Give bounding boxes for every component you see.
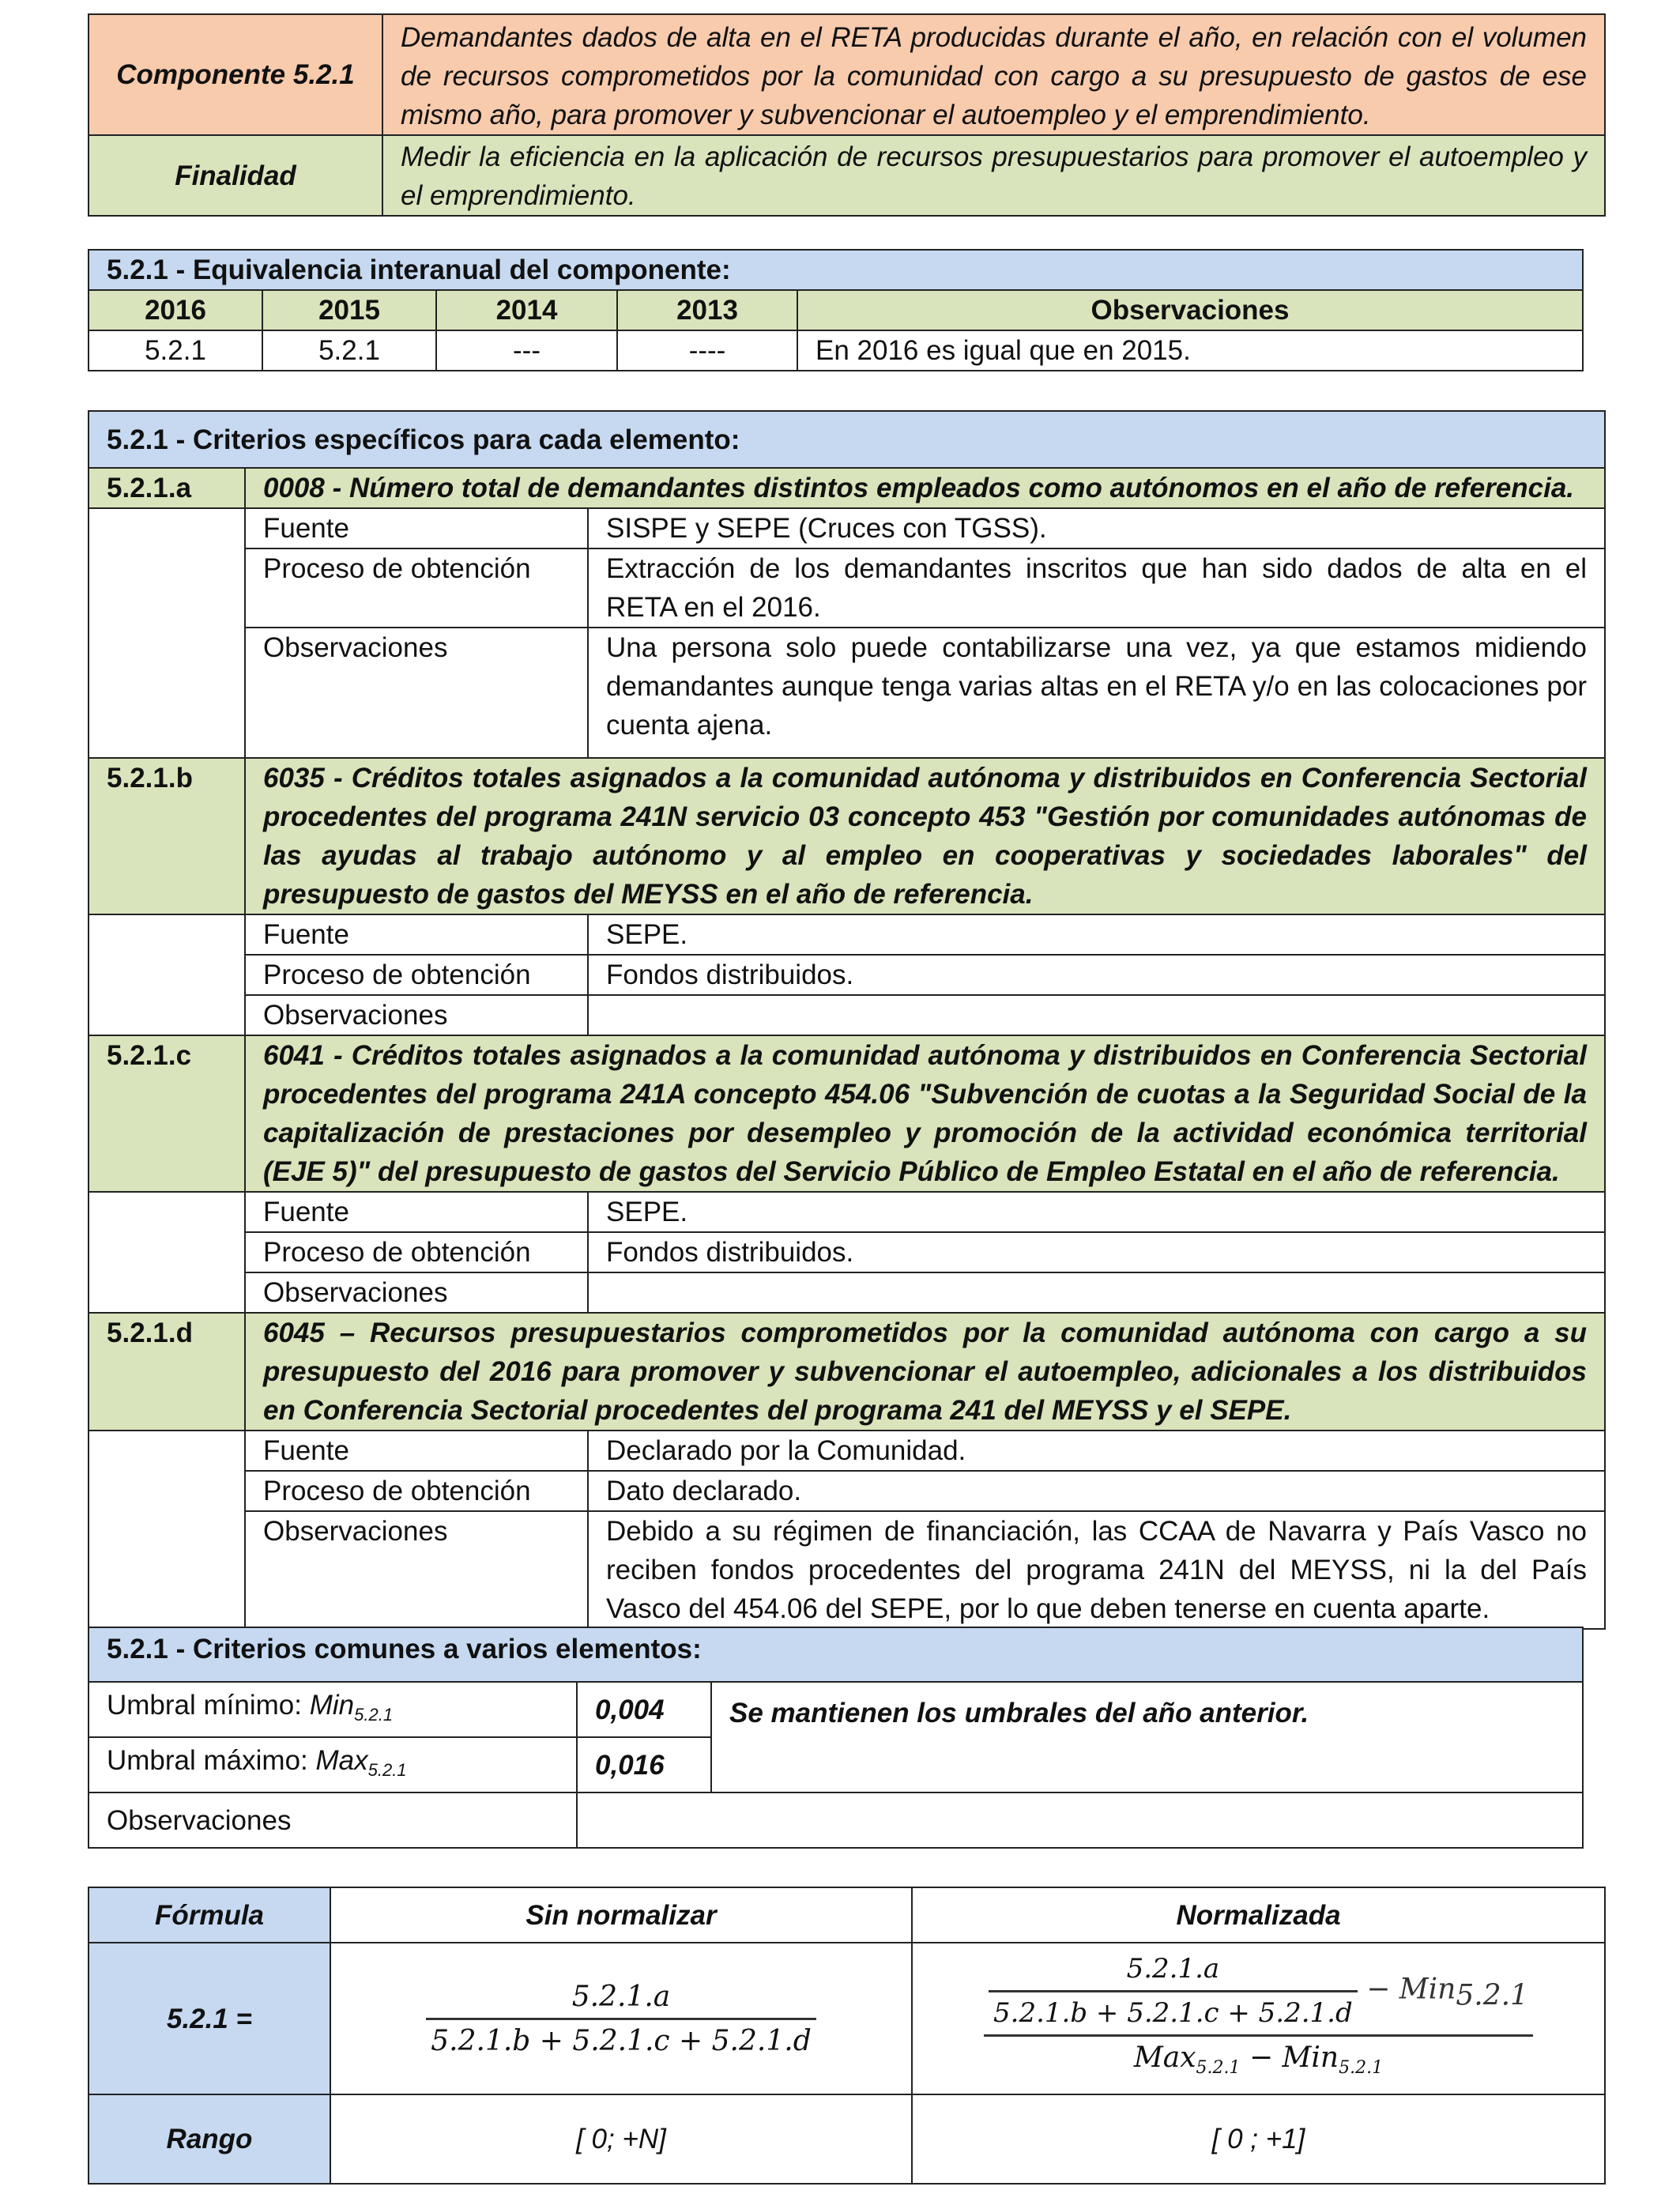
equivalencia-cell: 5.2.1 [262, 330, 436, 371]
umbral-max-value: 0,016 [577, 1737, 711, 1793]
proceso-value: Fondos distribuidos. [588, 1232, 1605, 1272]
fuente-value: SEPE. [588, 1192, 1605, 1232]
equivalencia-cell: --- [436, 330, 617, 371]
element-code: 5.2.1.c [89, 1035, 245, 1192]
raw-numerator: 5.2.1.a [426, 1977, 816, 2020]
normalized-denominator [984, 2037, 1533, 2087]
normalized-fraction [984, 1950, 1533, 2087]
componente-description [382, 14, 1605, 135]
max-sub: 5.2.1 [1196, 2058, 1241, 2079]
element-code: 5.2.1.b [89, 758, 245, 914]
proceso-label: Proceso de obtención [245, 955, 588, 995]
proceso-label: Proceso de obtención [245, 1232, 588, 1272]
element-title: 6041 - Créditos totales asignados a la comunidad autónoma y distribuidos en Conferencia Sectorial procedentes del programa 241A concepto 454.06 "Subvención de cuotas a la Seguridad Social de la capitalización de prestaciones por desempleo y promoción de la actividad económica territorial (EJE 5)" del presupuesto de gastos del Servicio Público de Empleo Estatal en el año de referencia. [245, 1035, 1605, 1192]
observaciones-label: Observaciones [245, 1511, 588, 1629]
element-spacer [89, 1192, 245, 1313]
max-term: Max [1133, 2041, 1196, 2074]
year-header: 2014 [436, 290, 617, 330]
inner-denominator: 5.2.1.b + 5.2.1.c + 5.2.1.d [993, 1996, 1353, 2029]
finalidad-label-text: Finalidad [175, 160, 296, 191]
den-minus-min: − Min [1240, 2041, 1339, 2074]
umbral-min-var: Min [309, 1689, 355, 1721]
element-code: 5.2.1.d [89, 1313, 245, 1431]
year-header: 2015 [262, 290, 436, 330]
comunes-observaciones-value [577, 1793, 1583, 1848]
element-spacer [89, 914, 245, 1035]
observaciones-label: Observaciones [245, 628, 588, 758]
fuente-value: SISPE y SEPE (Cruces con TGSS). [588, 508, 1605, 548]
observaciones-value [588, 1272, 1605, 1313]
criterios-table [88, 410, 1606, 1630]
observaciones-value: Debido a su régimen de financiación, las CCAA de Navarra y País Vasco no reciben fondos procedentes del programa 241N del MEYSS, ni la del País Vasco del 454.06 del SEPE, por lo que deben tenerse en cuenta aparte. [588, 1511, 1605, 1629]
proceso-label: Proceso de obtención [245, 548, 588, 628]
comunes-observaciones-label: Observaciones [89, 1793, 577, 1848]
proceso-value: Fondos distribuidos. [588, 955, 1605, 995]
equivalencia-observaciones: En 2016 es igual que en 2015. [797, 330, 1583, 371]
umbral-min-text: Umbral mínimo: [107, 1689, 310, 1721]
raw-denominator: 5.2.1.b + 5.2.1.c + 5.2.1.d [431, 2024, 812, 2057]
observaciones-value [588, 995, 1605, 1035]
proceso-label: Proceso de obtención [245, 1471, 588, 1511]
inner-numerator: 5.2.1.a [989, 1950, 1358, 1992]
umbral-min-label [89, 1682, 577, 1737]
element-title: 6045 – Recursos presupuestarios comprometidos por la comunidad autónoma con cargo a su presupuesto del 2016 para promover y subvencionar el autoempleo, adicionales a los distribuidos en Conferencia Sectorial procedentes del programa 241 del MEYSS y el SEPE. [245, 1313, 1605, 1431]
equivalencia-cell: 5.2.1 [89, 330, 262, 371]
observaciones-value: Una persona solo puede contabilizarse una vez, ya que estamos midiendo demandantes aunque tenga varias altas en el RETA y/o en las colocaciones por cuenta ajena. [588, 628, 1605, 758]
element-code: 5.2.1.a [89, 468, 245, 508]
fuente-label: Fuente [245, 1192, 588, 1232]
formula-header: Fórmula [89, 1887, 330, 1943]
element-spacer [89, 1431, 245, 1629]
formula-table [88, 1887, 1606, 2185]
umbral-max-sub: 5.2.1 [367, 1759, 407, 1780]
element-title: 6035 - Créditos totales asignados a la comunidad autónoma y distribuidos en Conferencia Sectorial procedentes del programa 241N servicio 03 concepto 453 "Gestión por comunidades autónomas de las ayudas al trabajo autónomo y al empleo en cooperativas y sociedades laborales" del presupuesto de gastos del MEYSS en el año de referencia. [245, 758, 1605, 914]
equivalencia-title: 5.2.1 - Equivalencia interanual del componente: [89, 250, 1583, 290]
den-min-sub: 5.2.1 [1339, 2058, 1384, 2079]
rango-normalized: [ 0 ; +1] [912, 2094, 1605, 2184]
fuente-value: Declarado por la Comunidad. [588, 1431, 1605, 1471]
sin-normalizar-header: Sin normalizar [330, 1887, 912, 1943]
componente-label [89, 14, 382, 135]
year-header: 2016 [89, 290, 262, 330]
minus-min: − Min [1357, 1973, 1456, 2006]
rango-label: Rango [89, 2094, 330, 2184]
equivalencia-table [88, 249, 1584, 371]
proceso-value: Dato declarado. [588, 1471, 1605, 1511]
normalized-numerator [984, 1950, 1533, 2037]
comunes-table [88, 1627, 1584, 1849]
equivalencia-cell: ---- [617, 330, 797, 371]
element-title: 0008 - Número total de demandantes distintos empleados como autónomos en el año de referencia. [245, 468, 1605, 508]
year-header: 2013 [617, 290, 797, 330]
observaciones-label: Observaciones [245, 1272, 588, 1313]
finalidad-text: Medir la eficiencia en la aplicación de recursos presupuestarios para promover el autoempleo y el emprendimiento. [401, 141, 1587, 211]
umbral-min-value: 0,004 [577, 1682, 711, 1737]
umbral-max-var: Max [315, 1744, 368, 1776]
comunes-title: 5.2.1 - Criterios comunes a varios elementos: [89, 1627, 1583, 1682]
umbral-min-sub: 5.2.1 [354, 1704, 394, 1725]
fuente-label: Fuente [245, 508, 588, 548]
normalizada-header: Normalizada [912, 1887, 1605, 1943]
inner-fraction [989, 1950, 1358, 2033]
component-header-table [88, 13, 1606, 217]
formula-row-label: 5.2.1 = [89, 1943, 330, 2094]
fuente-label: Fuente [245, 1431, 588, 1471]
element-spacer [89, 508, 245, 758]
finalidad-label [89, 135, 382, 216]
finalidad-description [382, 135, 1605, 216]
umbral-max-label [89, 1737, 577, 1793]
rango-raw: [ 0; +N] [330, 2094, 912, 2184]
observaciones-label: Observaciones [245, 995, 588, 1035]
componente-label-text: Componente 5.2.1 [116, 59, 355, 90]
fuente-label: Fuente [245, 914, 588, 955]
umbral-note: Se mantienen los umbrales del año anterior. [711, 1682, 1583, 1793]
observaciones-header: Observaciones [797, 290, 1583, 330]
criterios-title: 5.2.1 - Criterios específicos para cada elemento: [89, 411, 1605, 468]
fuente-value: SEPE. [588, 914, 1605, 955]
proceso-value: Extracción de los demandantes inscritos que han sido dados de alta en el RETA en el 2016. [588, 548, 1605, 628]
formula-raw [330, 1943, 912, 2094]
minus-min-sub: 5.2.1 [1456, 1979, 1528, 2012]
raw-fraction [426, 1977, 816, 2060]
umbral-max-text: Umbral máximo: [107, 1744, 316, 1776]
formula-normalized [912, 1943, 1605, 2094]
componente-text: Demandantes dados de alta en el RETA producidas durante el año, en relación con el volumen de recursos comprometidos por la comunidad con cargo a su presupuesto de gastos de ese mismo año, para promover y subvencionar el autoempleo y el emprendimiento. [401, 22, 1587, 130]
